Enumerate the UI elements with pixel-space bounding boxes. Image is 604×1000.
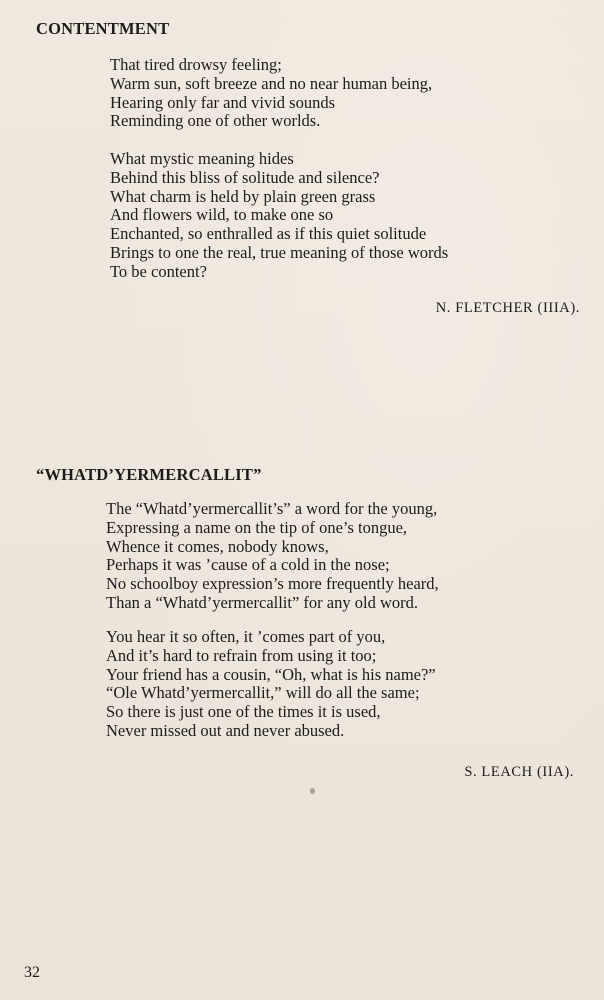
poem-2-stanza-2 [106,628,436,741]
poem-line: And flowers wild, to make one so [110,205,334,225]
poem-line: What mystic meaning hides [110,149,294,168]
poem-line: Hearing only far and vivid sounds [110,92,335,112]
poem-line: The “Whatd’yermercallit’s” a word for the young, [106,499,438,518]
poem-line: Warm sun, soft breeze and no near human being, [110,73,433,93]
poem-line: No schoolboy expression’s more frequently heard, [106,574,439,594]
poem-line: Your friend has a cousin, “Oh, what is his name?” [106,664,436,684]
poem-line: That tired drowsy feeling; [110,55,282,74]
poem-1-stanza-1 [110,56,432,131]
poem-line: Expressing a name on the tip of one’s tongue, [106,517,408,537]
ink-speck [310,788,315,794]
poem-1-author: N. FLETCHER (IIIA). [435,300,580,316]
poem-line: You hear it so often, it ’comes part of you, [106,627,386,646]
poem-line: So there is just one of the times it is used, [106,702,381,722]
poem-line: Behind this bliss of solitude and silence? [110,167,380,187]
poem-line: And it’s hard to refrain from using it too; [106,645,377,665]
poem-line: Brings to one the real, true meaning of those words [110,242,449,262]
poem-line: Never missed out and never abused. [106,720,345,740]
poem-title-contentment: CONTENTMENT [36,19,170,38]
poem-2-stanza-1 [106,500,439,613]
poem-title-whatdyermercallit: “WHATD’YERMERCALLIT” [36,465,262,484]
poem-2-author: S. LEACH (IIA). [464,764,574,780]
poem-1-stanza-2 [110,150,448,282]
poem-line: Than a “Whatd’yermercallit” for any old word. [106,592,418,612]
poem-line: “Ole Whatd’yermercallit,” will do all the same; [106,683,420,703]
poem-line: Perhaps it was ’cause of a cold in the nose; [106,555,390,575]
poem-line: Whence it comes, nobody knows, [106,536,329,556]
poem-line: Reminding one of other worlds. [110,111,321,131]
poem-line: To be content? [110,261,207,281]
poem-line: What charm is held by plain green grass [110,186,376,206]
poem-line: Enchanted, so enthralled as if this quiet solitude [110,224,427,244]
page-number: 32 [24,964,40,981]
